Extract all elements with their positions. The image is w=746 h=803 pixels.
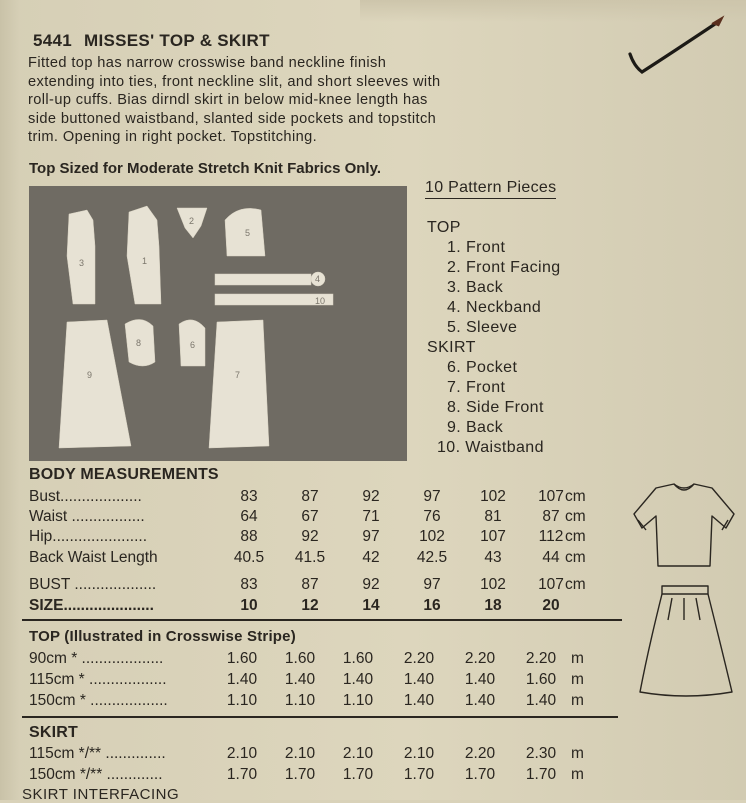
cell: 10 — [240, 597, 258, 614]
diagram-label: 4 — [315, 274, 321, 284]
row-label: 150cm */** ............. — [29, 766, 163, 783]
cell: 2.10 — [284, 745, 316, 762]
diagram-label: 7 — [235, 370, 241, 380]
piece-neckband — [215, 274, 311, 285]
row-label: Hip...................... — [29, 528, 147, 545]
unit: m — [571, 745, 584, 762]
pattern-pieces-diagram — [29, 186, 407, 461]
cell: 1.10 — [226, 692, 258, 709]
diagram-label: 2 — [189, 216, 195, 226]
cell: 18 — [484, 597, 502, 614]
cell: 2.10 — [403, 745, 435, 762]
cell: 83 — [240, 576, 258, 593]
row-label: Back Waist Length — [29, 549, 158, 566]
piece-item: 10. Waistband — [437, 439, 544, 456]
description-line: roll-up cuffs. Bias dirndl skirt in below mid-knee length has — [28, 92, 428, 108]
cell: 1.70 — [284, 766, 316, 783]
skirt-interfacing-heading: SKIRT INTERFACING — [22, 786, 180, 803]
diagram-label: 10 — [315, 296, 326, 306]
diagram-label: 5 — [245, 228, 251, 238]
cell: 2.20 — [464, 745, 496, 762]
cell: 1.10 — [342, 692, 374, 709]
cell: 1.60 — [525, 671, 557, 688]
handwritten-checkmark-icon — [620, 14, 730, 84]
cell: 87 — [301, 576, 319, 593]
unit: m — [571, 671, 584, 688]
unit: m — [571, 692, 584, 709]
cell: 83 — [240, 488, 258, 505]
cell: 81 — [484, 508, 502, 525]
cell: 2.10 — [342, 745, 374, 762]
description-line: trim. Opening in right pocket. Topstitching. — [28, 129, 318, 145]
cell: 1.70 — [403, 766, 435, 783]
piece-item: 8. Side Front — [447, 399, 544, 416]
piece-item: 6. Pocket — [447, 359, 518, 376]
section-divider — [22, 716, 618, 718]
description-line: side buttoned waistband, slanted side pockets and topstitch — [28, 110, 437, 127]
unit: cm — [565, 576, 586, 593]
piece-item: 1. Front — [447, 239, 506, 256]
cell: 1.60 — [342, 650, 374, 667]
diagram-label: 6 — [190, 340, 196, 350]
cell: 76 — [423, 508, 441, 525]
cell: 67 — [301, 508, 319, 525]
cell: 1.40 — [464, 692, 496, 709]
cell: 97 — [362, 528, 380, 545]
cell: 1.10 — [284, 692, 316, 709]
unit: m — [571, 766, 584, 783]
pattern-number: 5441 — [33, 31, 73, 50]
paper-shadow-left — [0, 0, 20, 800]
cell: 87 — [542, 508, 560, 525]
section-divider — [22, 619, 622, 621]
cell: 20 — [542, 597, 560, 614]
cell: 1.40 — [525, 692, 557, 709]
cell: 16 — [423, 597, 441, 614]
cell: 42 — [362, 549, 380, 566]
cell: 102 — [480, 488, 506, 505]
row-label: 115cm */** .............. — [29, 745, 166, 762]
cell: 2.30 — [525, 745, 557, 762]
unit: m — [571, 650, 584, 667]
top-yardage-heading: TOP (Illustrated in Crosswise Stripe) — [29, 628, 296, 645]
piece-item: 5. Sleeve — [447, 319, 518, 336]
cell: 107 — [538, 488, 564, 505]
cell: 14 — [362, 597, 380, 614]
piece-item: 2. Front Facing — [447, 259, 561, 276]
cell: 102 — [419, 528, 445, 545]
piece-item: 7. Front — [447, 379, 506, 396]
row-label: BUST ................... — [29, 576, 157, 593]
cell: 112 — [538, 528, 564, 545]
cell: 1.40 — [342, 671, 374, 688]
cell: 43 — [484, 549, 502, 566]
cell: 107 — [538, 576, 564, 593]
unit: cm — [565, 508, 586, 525]
cell: 92 — [301, 528, 319, 545]
unit: cm — [565, 488, 586, 505]
pattern-name: MISSES' TOP & SKIRT — [84, 31, 270, 50]
cell: 2.20 — [403, 650, 435, 667]
pattern-description — [28, 54, 588, 147]
diagram-label: 9 — [87, 370, 93, 380]
cell: 1.70 — [464, 766, 496, 783]
piece-item: 3. Back — [447, 279, 504, 296]
row-label: Waist ................. — [29, 508, 145, 525]
row-label: 115cm * .................. — [29, 671, 167, 688]
cell: 12 — [301, 597, 319, 614]
diagram-label: 8 — [136, 338, 142, 348]
cell: 92 — [362, 488, 380, 505]
skirt-yardage-heading: SKIRT — [29, 724, 78, 741]
cell: 1.40 — [284, 671, 316, 688]
row-label: Bust................... — [29, 488, 142, 505]
cell: 2.20 — [525, 650, 557, 667]
cell: 97 — [423, 488, 441, 505]
unit: cm — [565, 528, 586, 545]
skirt-heading: SKIRT — [427, 339, 476, 356]
cell: 64 — [240, 508, 258, 525]
diagram-label: 3 — [79, 258, 85, 268]
cell: 1.40 — [403, 692, 435, 709]
pattern-piece-list — [427, 218, 561, 458]
cell: 1.70 — [226, 766, 258, 783]
description-line: extending into ties, front neckline slit, and short sleeves with — [28, 73, 441, 90]
piece-back — [67, 210, 95, 304]
fabric-note: Top Sized for Moderate Stretch Knit Fabrics Only. — [29, 160, 381, 177]
cell: 42.5 — [416, 549, 448, 566]
diagram-label: 1 — [142, 256, 148, 266]
pattern-title — [33, 31, 270, 51]
body-measurements-heading: BODY MEASUREMENTS — [29, 466, 219, 483]
cell: 102 — [480, 576, 506, 593]
cell: 1.40 — [226, 671, 258, 688]
unit: cm — [565, 549, 586, 566]
pattern-piece-count: 10 Pattern Pieces — [425, 179, 556, 199]
piece-item: 9. Back — [447, 419, 504, 436]
cell: 92 — [362, 576, 380, 593]
garment-illustration-icon — [628, 480, 738, 700]
cell: 44 — [542, 549, 560, 566]
cell: 97 — [423, 576, 441, 593]
cell: 1.60 — [284, 650, 316, 667]
cell: 1.70 — [342, 766, 374, 783]
cell: 40.5 — [233, 549, 265, 566]
cell: 2.20 — [464, 650, 496, 667]
piece-item: 4. Neckband — [447, 299, 542, 316]
cell: 71 — [362, 508, 380, 525]
cell: 41.5 — [294, 549, 326, 566]
cell: 107 — [480, 528, 506, 545]
piece-skirt-front — [209, 320, 269, 448]
row-label: 150cm * .................. — [29, 692, 168, 709]
cell: 88 — [240, 528, 258, 545]
row-label: SIZE..................... — [29, 597, 154, 614]
top-heading: TOP — [427, 219, 461, 236]
cell: 1.40 — [464, 671, 496, 688]
cell: 1.70 — [525, 766, 557, 783]
description-line: Fitted top has narrow crosswise band neckline finish — [28, 55, 387, 71]
cell: 1.60 — [226, 650, 258, 667]
cell: 1.40 — [403, 671, 435, 688]
cell: 87 — [301, 488, 319, 505]
cell: 2.10 — [226, 745, 258, 762]
row-label: 90cm * ................... — [29, 650, 164, 667]
